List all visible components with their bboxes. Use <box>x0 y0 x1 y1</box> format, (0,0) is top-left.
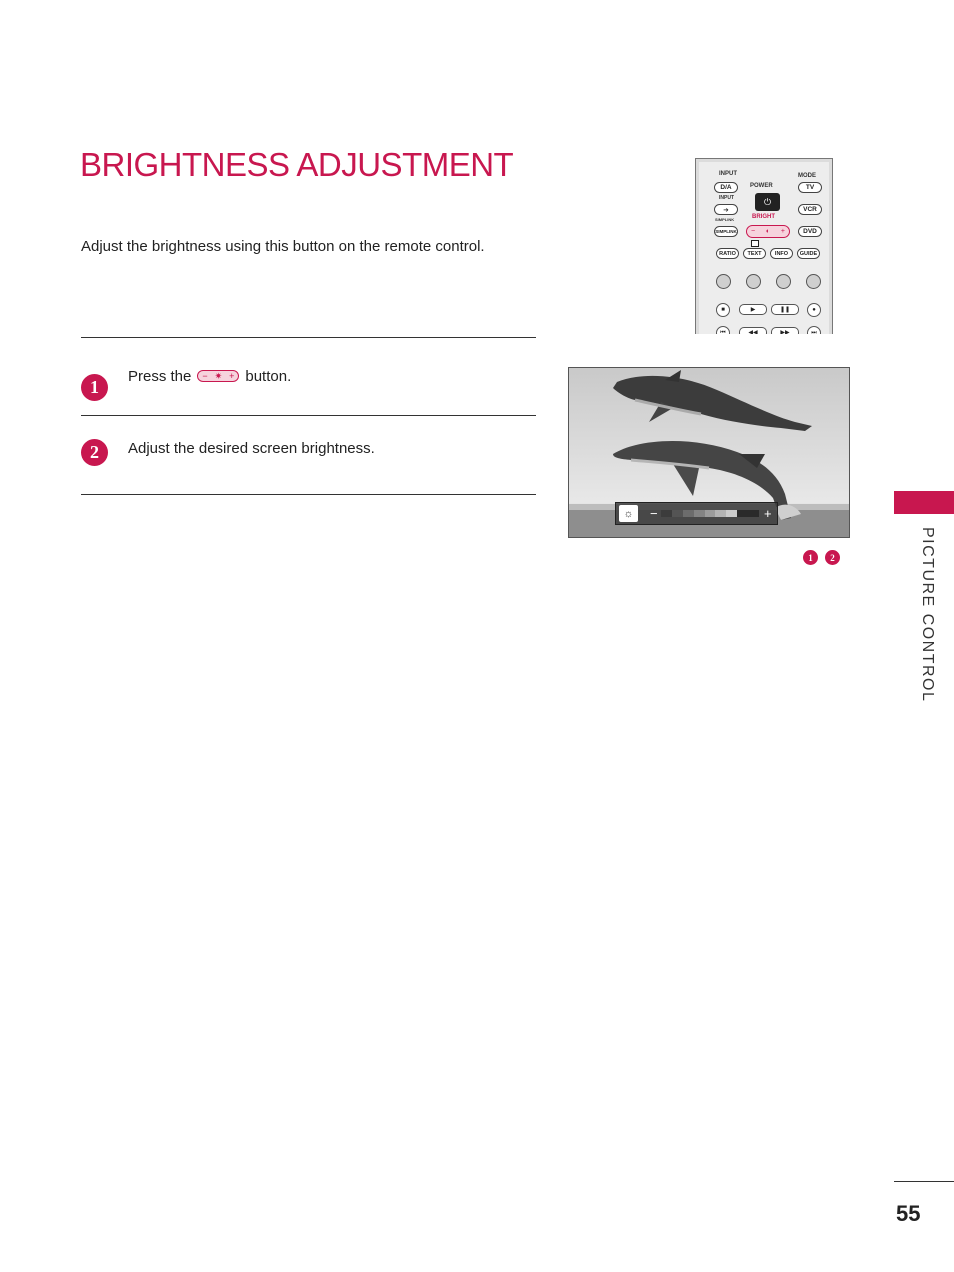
remote-color-button-3 <box>776 274 791 289</box>
remote-bright-label: BRIGHT <box>752 214 775 220</box>
step-divider-bottom <box>81 494 536 495</box>
intro-text: Adjust the brightness using this button on the remote control. <box>81 238 485 255</box>
remote-info-button: INFO <box>770 248 793 259</box>
text-icon <box>751 240 759 247</box>
remote-vcr-button: VCR <box>798 204 822 215</box>
remote-input-small-label: INPUT <box>719 195 734 201</box>
remote-ratio-button: RATIO <box>716 248 739 259</box>
step-2-text: Adjust the desired screen brightness. <box>128 440 375 457</box>
rewind-icon: ◀◀ <box>739 327 767 334</box>
remote-input-label: INPUT <box>719 171 737 177</box>
fast-forward-icon: ▶▶ <box>771 327 799 334</box>
skip-back-icon: ⏮ <box>716 326 730 334</box>
step-1-number: 1 <box>81 374 108 401</box>
brightness-level-segment <box>737 510 748 517</box>
remote-text-button: TEXT <box>743 248 766 259</box>
page-title: BRIGHTNESS ADJUSTMENT <box>80 146 514 183</box>
brightness-level-segment <box>672 510 683 517</box>
bright-minus-icon: − <box>751 228 756 235</box>
picture-ref-2: 2 <box>825 550 840 565</box>
pause-icon: ❚❚ <box>771 304 799 315</box>
skip-forward-icon: ⏭ <box>807 326 821 334</box>
stop-icon: ■ <box>716 303 730 317</box>
brightness-level-segment <box>661 510 672 517</box>
bright-plus-icon: + <box>780 228 785 235</box>
play-icon: ▶ <box>739 304 767 315</box>
brightness-osd <box>615 502 778 525</box>
section-label: PICTURE CONTROL <box>919 527 936 703</box>
step-divider-top <box>81 337 536 338</box>
remote-guide-button: GUIDE <box>797 248 820 259</box>
brightness-level-segment <box>726 510 737 517</box>
bright-button-icon <box>197 370 239 382</box>
minus-icon: − <box>650 506 658 521</box>
step-1-text-after: button. <box>245 368 292 385</box>
step-2-number: 2 <box>81 439 108 466</box>
minus-icon: − <box>202 371 208 382</box>
remote-power-button: ⏻ <box>755 193 780 211</box>
section-tab-marker <box>894 491 954 514</box>
picture-ref-1: 1 <box>803 550 818 565</box>
plus-icon: + <box>764 506 772 521</box>
remote-dvd-button: DVD <box>798 226 822 237</box>
remote-mode-label: MODE <box>798 173 816 179</box>
brightness-level-segment <box>748 510 759 517</box>
dolphin-screen-picture <box>568 367 850 538</box>
remote-control-illustration <box>695 158 833 334</box>
step-1-text-before: Press the <box>128 368 192 385</box>
step-1-text <box>128 368 291 385</box>
brightness-level-segment <box>715 510 726 517</box>
remote-color-button-2 <box>746 274 761 289</box>
brightness-level-segment <box>683 510 694 517</box>
brightness-level-bar <box>661 510 759 517</box>
remote-simplink-button: SIMPLINK <box>714 226 738 237</box>
remote-simplink-logo: SIMPLINK <box>715 217 735 222</box>
brightness-icon: ✷ <box>214 370 223 381</box>
brightness-level-segment <box>705 510 716 517</box>
page-number: 55 <box>896 1201 921 1226</box>
remote-tv-button: TV <box>798 182 822 193</box>
page-number-rule <box>894 1181 954 1182</box>
brightness-level-segment <box>694 510 705 517</box>
remote-color-button-4 <box>806 274 821 289</box>
record-icon: ● <box>807 303 821 317</box>
remote-color-button-1 <box>716 274 731 289</box>
brightness-icon: ◐ <box>765 228 771 235</box>
remote-input-button: ➔ <box>714 204 738 215</box>
plus-icon: + <box>229 371 235 382</box>
brightness-icon: ☼ <box>619 505 638 522</box>
remote-da-button: D/A <box>714 182 738 193</box>
step-divider-middle <box>81 415 536 416</box>
remote-power-label: POWER <box>750 183 773 189</box>
remote-bright-button <box>746 225 790 238</box>
